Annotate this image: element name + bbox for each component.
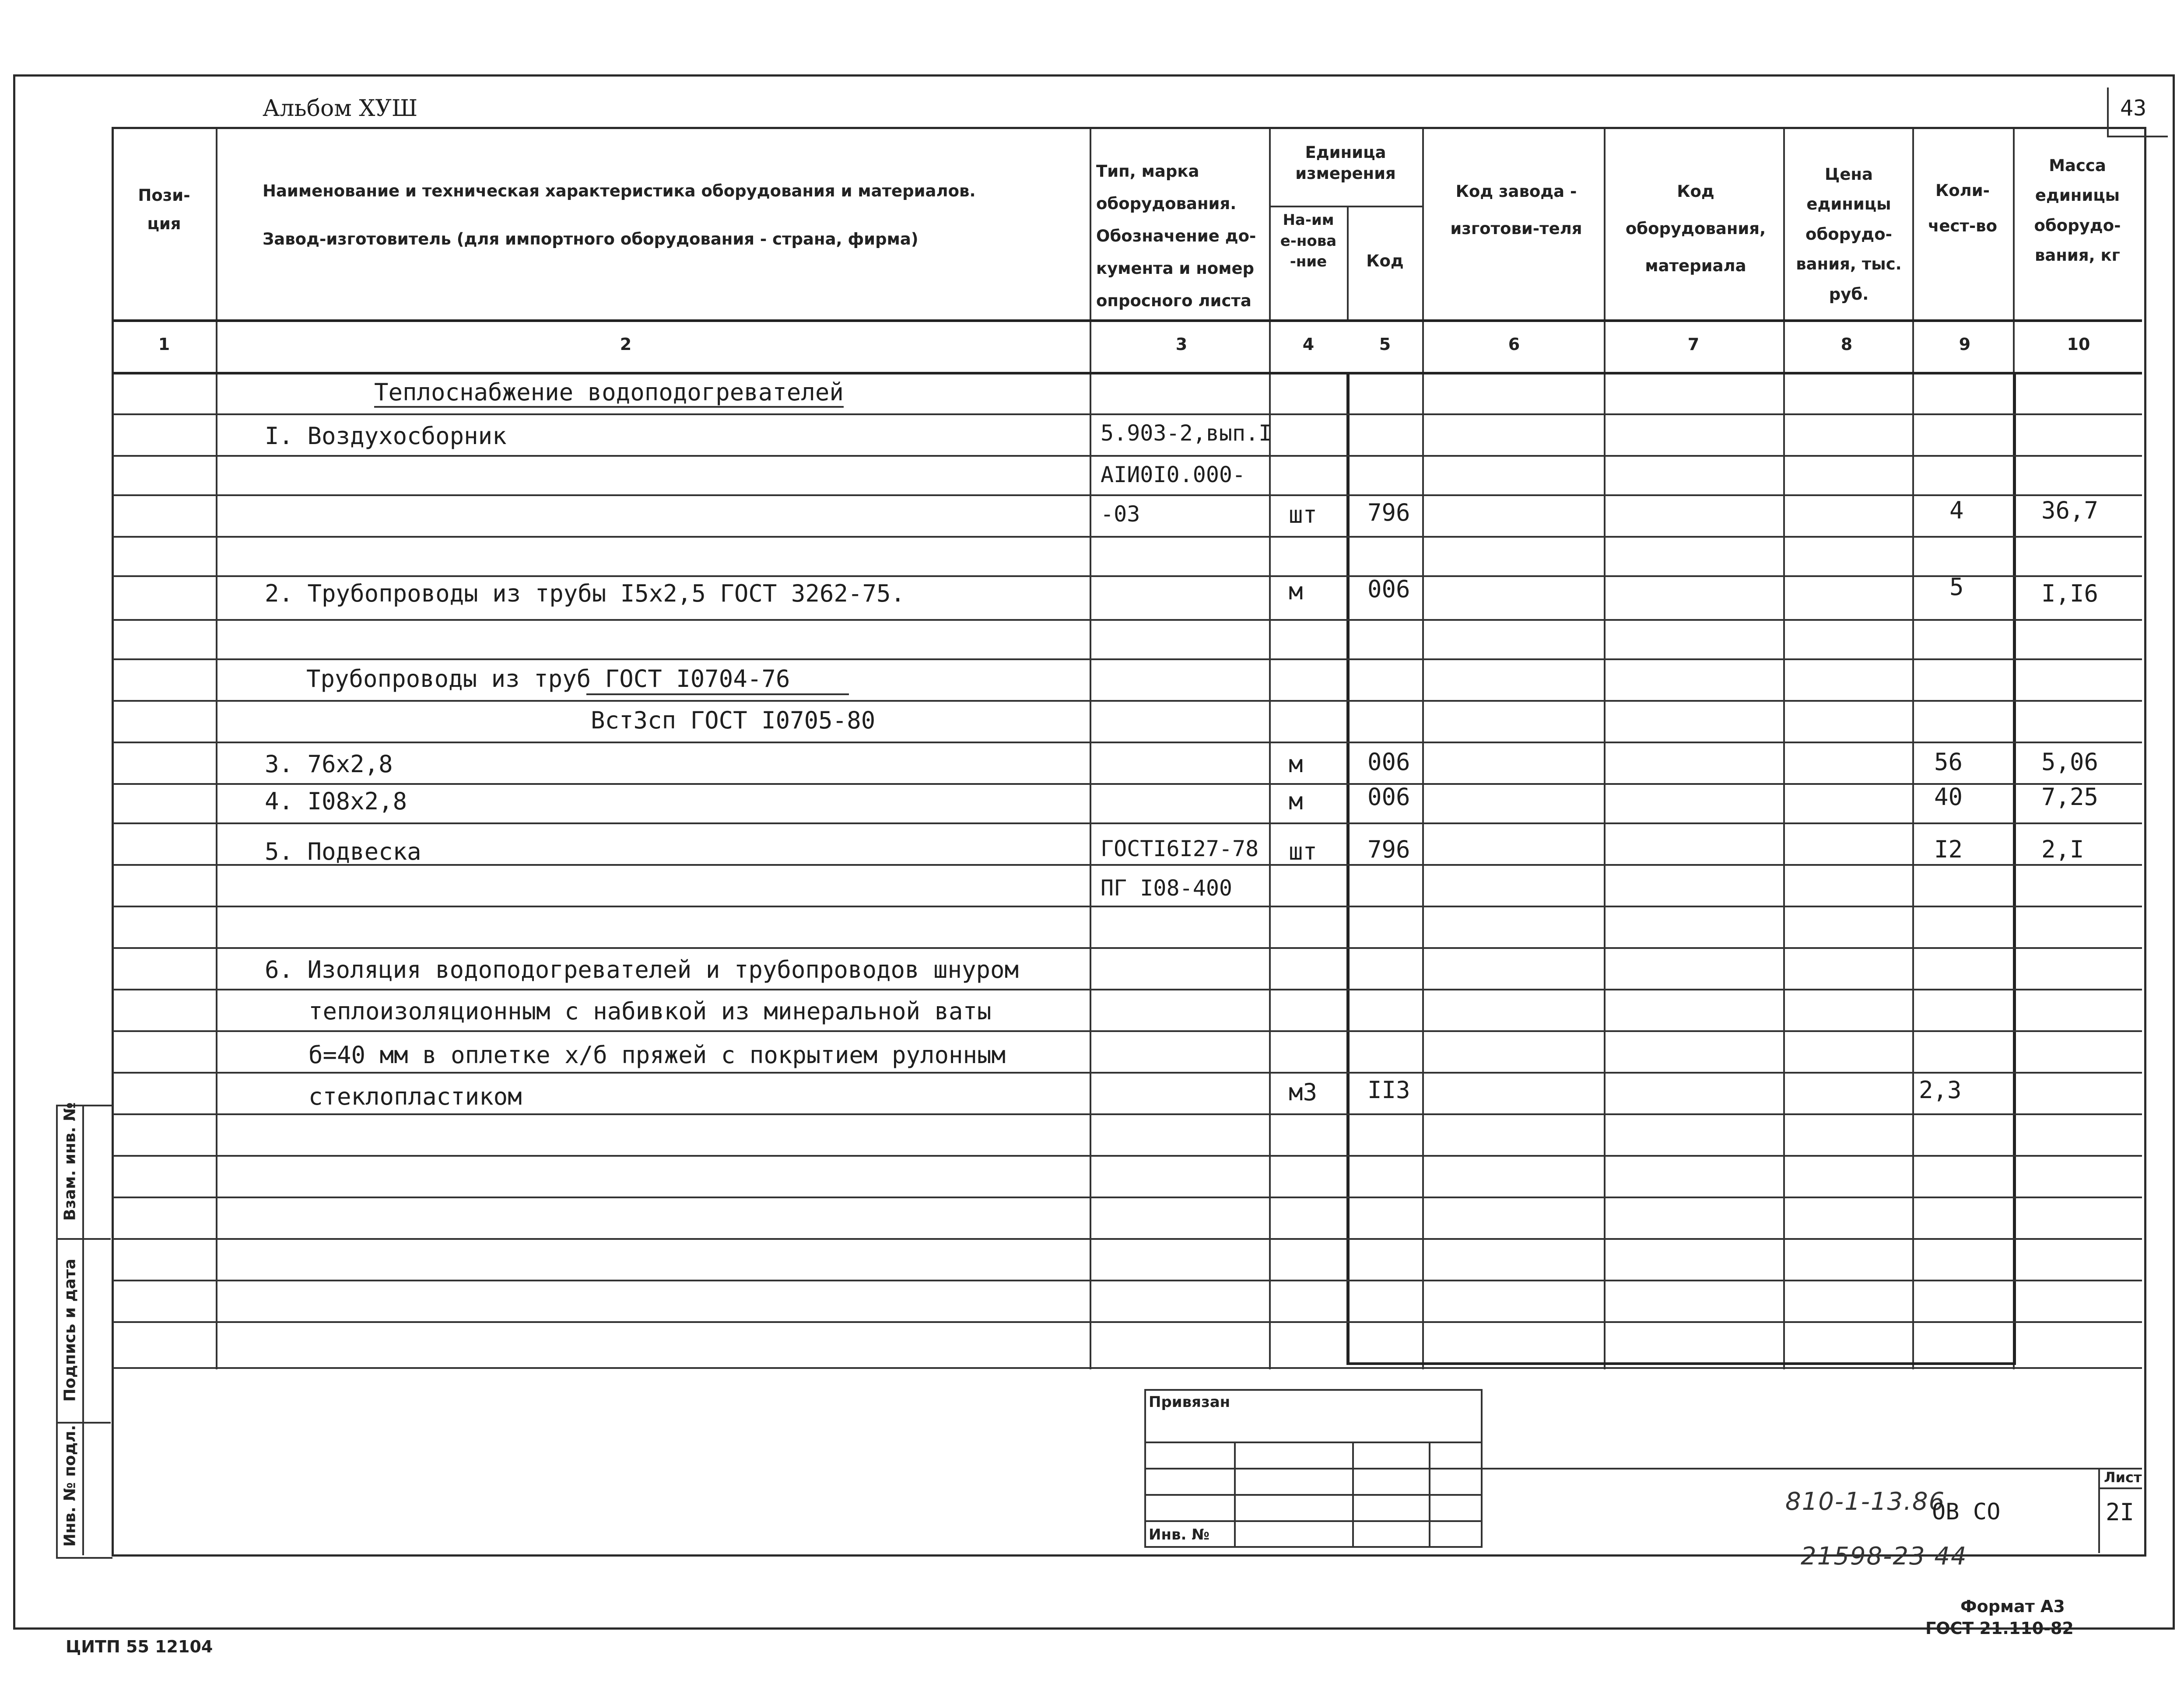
doc-code-handwritten: 810-1-13.86 [1785,1487,1946,1516]
col-number: 4 [1302,335,1315,354]
table-row-mass: 36,7 [2041,497,2099,524]
col-header-name-line2: Завод-изготовитель (для импортного оборудования - страна, фирма) [263,230,918,248]
archive-number-handwritten: 21598-23 44 [1801,1542,1967,1571]
row-underline [586,693,849,695]
col-header-position: Пози-ция [138,186,190,233]
table-row-type: -03 [1101,501,1140,527]
gost-label: ГОСТ 21.110-82 [1925,1619,2074,1638]
table-row-mass: 7,25 [2041,783,2099,811]
table-row-qty: 2,3 [1919,1076,1962,1104]
table-row-unit: м3 [1289,1078,1318,1106]
stamp-podpis-data: Подпись и дата [61,1259,79,1402]
table-row-name: б=40 мм в оплетке х/б пряжей с покрытием рулонным [308,1041,1006,1069]
table-row-type: АIИ0I0.000- [1101,462,1246,487]
section-heading: Теплоснабжение водоподогревателей [374,381,844,408]
table-row-qty: 56 [1934,748,1963,776]
table-row-unit: шт [1289,838,1318,865]
inv-no-label: Инв. № [1149,1526,1210,1543]
table-row-unit: м [1289,787,1303,815]
sheet-label: Лист [2104,1469,2142,1486]
sheet-number: 2I [2106,1498,2135,1526]
col-header-unit-group: Единица измерения [1295,143,1396,183]
doc-code-suffix: ОВ СО [1932,1499,2001,1525]
col-number: 6 [1508,335,1520,354]
table-row-name: 3. 76x2,8 [265,750,393,778]
table-row-code: 006 [1367,575,1410,603]
table-row-type: ПГ I08-400 [1101,875,1233,901]
album-title: Альбом ХУШ [263,95,418,122]
col-header-quantity: Коли-чест-во [1928,181,1998,236]
table-row-qty: 5 [1949,573,1964,601]
col-header-mass: Масса единицы оборудо-вания, кг [2034,156,2121,265]
table-row-code: 006 [1367,748,1410,776]
col-number: 10 [2067,335,2090,354]
table-row-code: 006 [1367,783,1410,811]
table-row-mass: 2,I [2041,836,2084,863]
table-row-qty: 4 [1949,497,1964,524]
table-row-code: 796 [1367,836,1410,863]
table-row-type: ГОСТI6I27-78 [1101,836,1259,861]
col-header-name-line1: Наименование и техническая характеристика оборудования и материалов. [263,182,976,200]
col-number: 9 [1959,335,1971,354]
col-header-unit-code: Код [1366,252,1404,270]
col-number: 3 [1175,335,1188,354]
col-number: 1 [158,335,170,354]
table-row-code: II3 [1367,1076,1410,1104]
format-label: Формат А3 [1960,1597,2065,1616]
table-row-name: 5. Подвеска [265,838,421,865]
col-number: 5 [1379,335,1391,354]
table-row-name: 6. Изоляция водоподогревателей и трубопроводов шнуром [265,956,1019,983]
citp-label: ЦИТП 55 12104 [66,1637,213,1656]
col-number: 2 [620,335,632,354]
table-row-name: Трубопроводы из труб ГОСТ I0704-76 [306,665,790,693]
col-header-unit-name: На-име-нова-ние [1280,211,1337,271]
col-header-equipment-code: Код оборудования, материала [1625,182,1766,276]
table-row-name: 2. Трубопроводы из трубы I5x2,5 ГОСТ 3262-75. [265,580,905,607]
stamp-inv-podl: Инв. № подл. [61,1424,79,1547]
table-row-qty: 40 [1934,783,1963,811]
stamp-vzam-inv: Взам. инв. № [61,1102,79,1221]
table-row-mass: 5,06 [2041,748,2099,776]
col-header-price: Цена единицы оборудо-вания, тыс. руб. [1796,165,1902,304]
page-number: 43 [2120,95,2147,121]
table-row-name: теплоизоляционным с набивкой из минеральной ваты [308,997,992,1025]
table-row-name: стеклопластиком [308,1083,522,1110]
privyazan-label: Привязан [1149,1393,1230,1411]
table-row-qty: I2 [1934,836,1963,863]
table-row-name: ВстЗсп ГОСТ I0705-80 [591,707,876,734]
col-header-type: Тип, марка оборудования. Обозначение до-кумента и номер опросного листа [1096,162,1256,310]
table-row-type: 5.903-2,вып.I [1101,420,1272,446]
table-row-unit: м [1289,750,1303,778]
col-number: 7 [1687,335,1700,354]
table-row-unit: м [1289,577,1303,605]
col-header-plant-code: Код завода - изготови-теля [1450,182,1582,238]
col-number: 8 [1840,335,1853,354]
table-row-name: I. Воздухосборник [265,422,507,450]
table-row-unit: шт [1289,501,1318,528]
table-row-code: 796 [1367,499,1410,526]
table-row-mass: I,I6 [2041,580,2099,607]
table-row-name: 4. I08x2,8 [265,787,407,815]
